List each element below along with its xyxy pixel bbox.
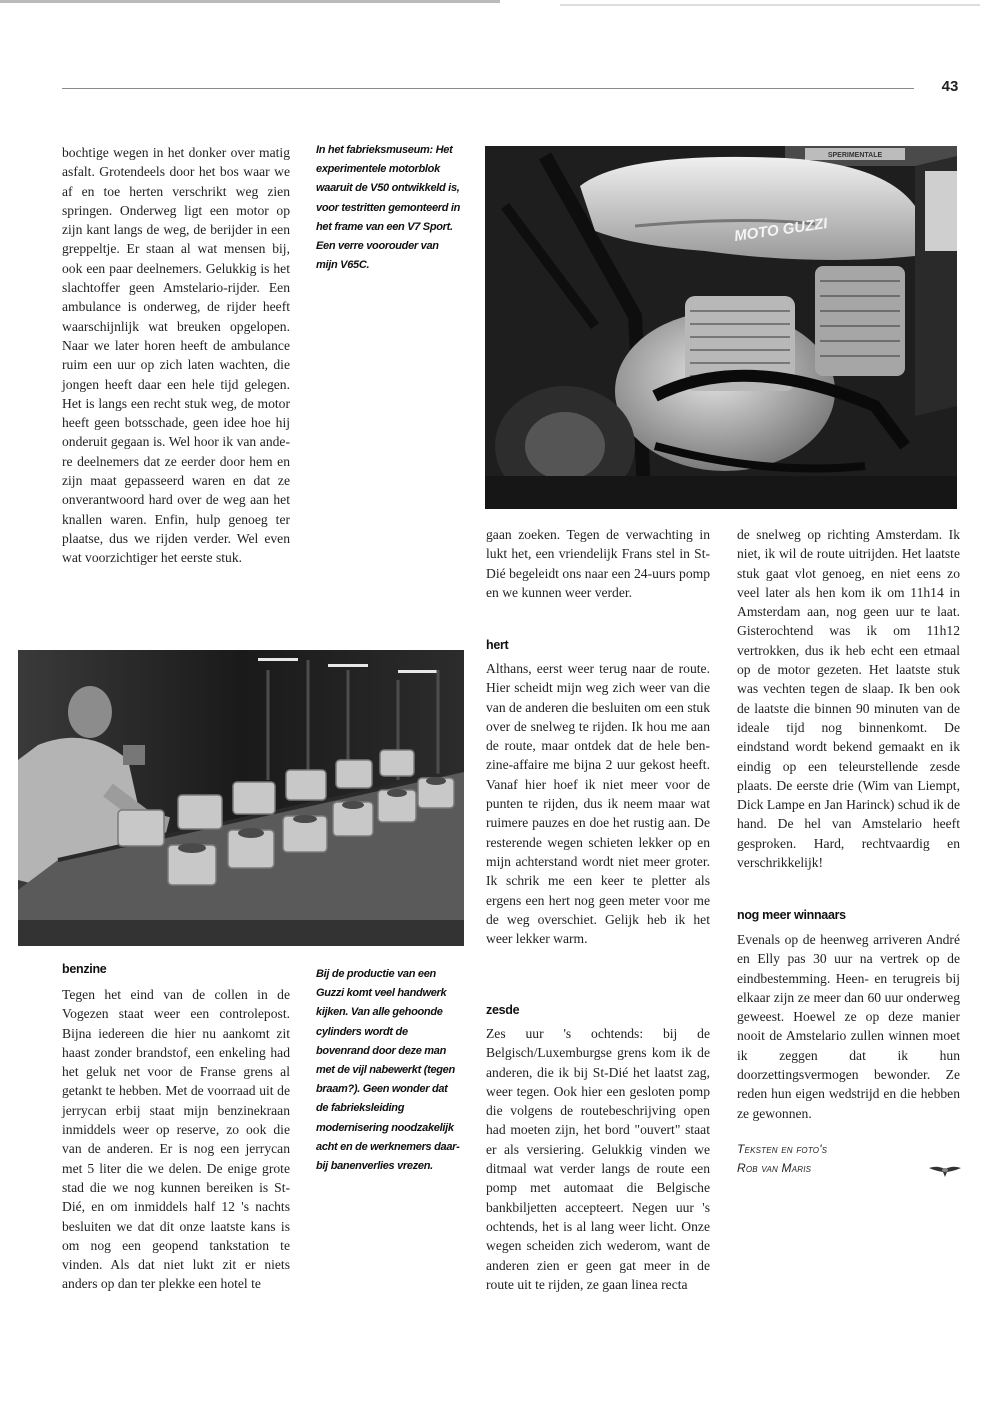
paragraph-zesde: Zes uur 's ochtends: bij de Belgisch/Luxemburgse grens kom ik de anderen, die ik bij St-Dié het laatst zag, weer tegen. Ook hier een gesloten pomp die volgens de routebeschrijving open had moeten zijn, het bord "ouvert" staat er als versiering. Gelukkig vinden we ditmaal wat verder langs de route een pomp met automaat die Belgische bankbiljetten accepteert. Negen uur 's ochtends, het is al lang weer licht. Onze wegen scheiden zich wederom, want de anderen zien er geen gat meer in de route uit te rijden, ze gaan linea recta <box>486 1026 710 1292</box>
photo-cylinder-workshop <box>18 650 464 946</box>
caption-museum-engine: In het fabrieksmuseum: Het experimentele motorblok waaruit de V50 ontwikkeld is, voor testritten gemonteerd in het frame van een V7 Sport. Een verre voorouder van mijn V65C. <box>316 144 461 272</box>
photo-experimental-engine <box>485 146 957 509</box>
column-3-intro <box>486 525 710 602</box>
heading-nog-meer-winnaars: nog meer winnaars <box>737 908 846 922</box>
page-number: 43 <box>941 78 959 95</box>
sign-label: SPERIMENTALE <box>827 152 883 159</box>
column-4-intro <box>737 525 960 872</box>
credit-author: Rob van Maris <box>737 1161 812 1175</box>
column-3-zesde <box>486 1024 710 1294</box>
paragraph-benzine: Tegen het eind van de collen in de Vogezen staat weer een controlepost. Bijna iedereen die hier nu aankomt zit haast zonder brandstof, een enkeling had het geluk net voor de Franse grens al getankt te hebben. Met de voorraad uit de jerrycan erbij staat mijn benzinekraan inmiddels weer op reserve, zo ook die van de anderen. Er is nog een jerrycan met 5 liter die we delen. De enige grote stad die we nog kunnen bereiken is St-Dié, en om inmiddels half 12 's nachts besluiten we dat dit onze laatste kans is om nog een geopend tankstation te vinden. Als dat niet lukt zit er niets anders op dan ter plekke een hotel te <box>62 987 290 1292</box>
heading-benzine: benzine <box>62 962 107 976</box>
moto-guzzi-eagle-icon <box>928 1163 962 1179</box>
caption-production: Bij de productie van een Guzzi komt veel handwerk kijken. Van alle gehoonde cylinders wordt de bovenrand door deze man met de vijl nabewerkt (tegen braam?). Geen wonder dat de fabrieksleiding modernisering noodzakelijk acht en de werknemers daarbij banenverlies vrezen. <box>316 968 460 1173</box>
heading-zesde: zesde <box>486 1003 520 1017</box>
paragraph-winnaars: Evenals op de heenweg arriveren André en Elly pas 30 uur na vertrek op de eindbestemming. Heen- en terugreis bij elkaar zijn ze meer dan 60 uur onderweg geweest. Hoewel ze op deze manier nooit de Amstelario zullen winnen moet ik zeggen dat ik hun doorzettingsvermogen bewonder. Ze reden hun eigen wedstrijd en die hebben ze gewonnen. <box>737 932 960 1121</box>
paragraph-hert: Althans, eerst weer terug naar de route. Hier scheidt mijn weg zich weer van die van de anderen die besluiten om een stuk over de snelweg te rijden. Ik hou me aan de route, maar ontdek dat de hele benzine-affaire me bijna 2 uur gekost heeft. Vanaf hier hoef ik niet meer voor de punten te rijden, dus ik neem maar wat ruimere pauzes en doe het rustig aan. De resterende wegen schieten lekker op en mijn achterstand wordt niet meer groter. Ik schrik me een keer te pletter als ergens een hert nog geen meter voor me de weg overschiet. Gelijk heb ik het weer lekker warm. <box>486 661 710 947</box>
scan-edge-top <box>0 0 500 3</box>
column-4-winnaars <box>737 930 960 1123</box>
header-rule <box>62 88 914 89</box>
paragraph-night-roads: bochtige wegen in het donker over matig asfalt. Grotendeels door het bos waar we af en toe herten verschrikt weg zien springen. Onderweg ligt een motor op zijn kant langs de weg, de berijder in een greppeltje. Er staan al wat mensen bij, ook een paar deelnemers. Gelukkig is het slachtoffer geen Amstelario-rijder. Een ambulance is onderweg, de rijder heeft waarschijnlijk wat breuken opgelopen. Naar we later horen heeft de ambulance ruim een uur op zich laten wachten, die jongen heeft daar een hele tijd gelegen. Het is langs een recht stuk weg, de motor heeft geen botsschade, geen idee hoe hij onderuit gegaan is. Wel hoor ik van andere deelnemers dat ze eerder door hem en zijn maat gepasseerd waren en dat ze onverantwoord hard over de weg aan het knallen waren. Enfin, hulp genoeg ter plaatse, dus we rijden verder. Wel even wat voorzichtiger het eerste stuk. <box>62 145 290 566</box>
tank-label: MOTO GUZZI <box>733 215 829 245</box>
scan-edge-top-right <box>560 4 980 6</box>
credit-line-1: Teksten en foto's <box>737 1142 828 1156</box>
paragraph-st-die: gaan zoeken. Tegen de verwachting in lukt het, een vriendelijk Frans stel in St-Dié begeleidt ons naar een 24-uurs pomp en we kunnen weer verder. <box>486 527 710 600</box>
column-3-hert <box>486 659 710 948</box>
column-1-benzine <box>62 985 290 1294</box>
paragraph-amsterdam: de snelweg op richting Amsterdam. Ik niet, ik wil de route uitrijden. Het laatste stuk gaat vlot genoeg, en niet eens zo veel later als hen kom ik om 11h14 in Amsterdam aan, nog geen uur te laat. Gisterochtend was ik om 11h12 vertrokken, dus ik heb echt een etmaal op de motor gezeten. Het laatste stuk was vechten tegen de slaap. Ik ben ook de laatste die binnen 90 minuten van de ideale tijd nog binnenkomt. De eindstand wordt bekend gemaakt en ik eindig op een teleurstellende zesde plaats. De eerste drie (Wim van Liempt, Dick Lampe en Jan Harinck) schud ik de hand. De hel van Amstelario heeft gesproken. Hard, rechtvaardig en verschrikkelijk! <box>737 527 960 871</box>
heading-hert: hert <box>486 638 509 652</box>
column-1-text <box>62 143 290 568</box>
